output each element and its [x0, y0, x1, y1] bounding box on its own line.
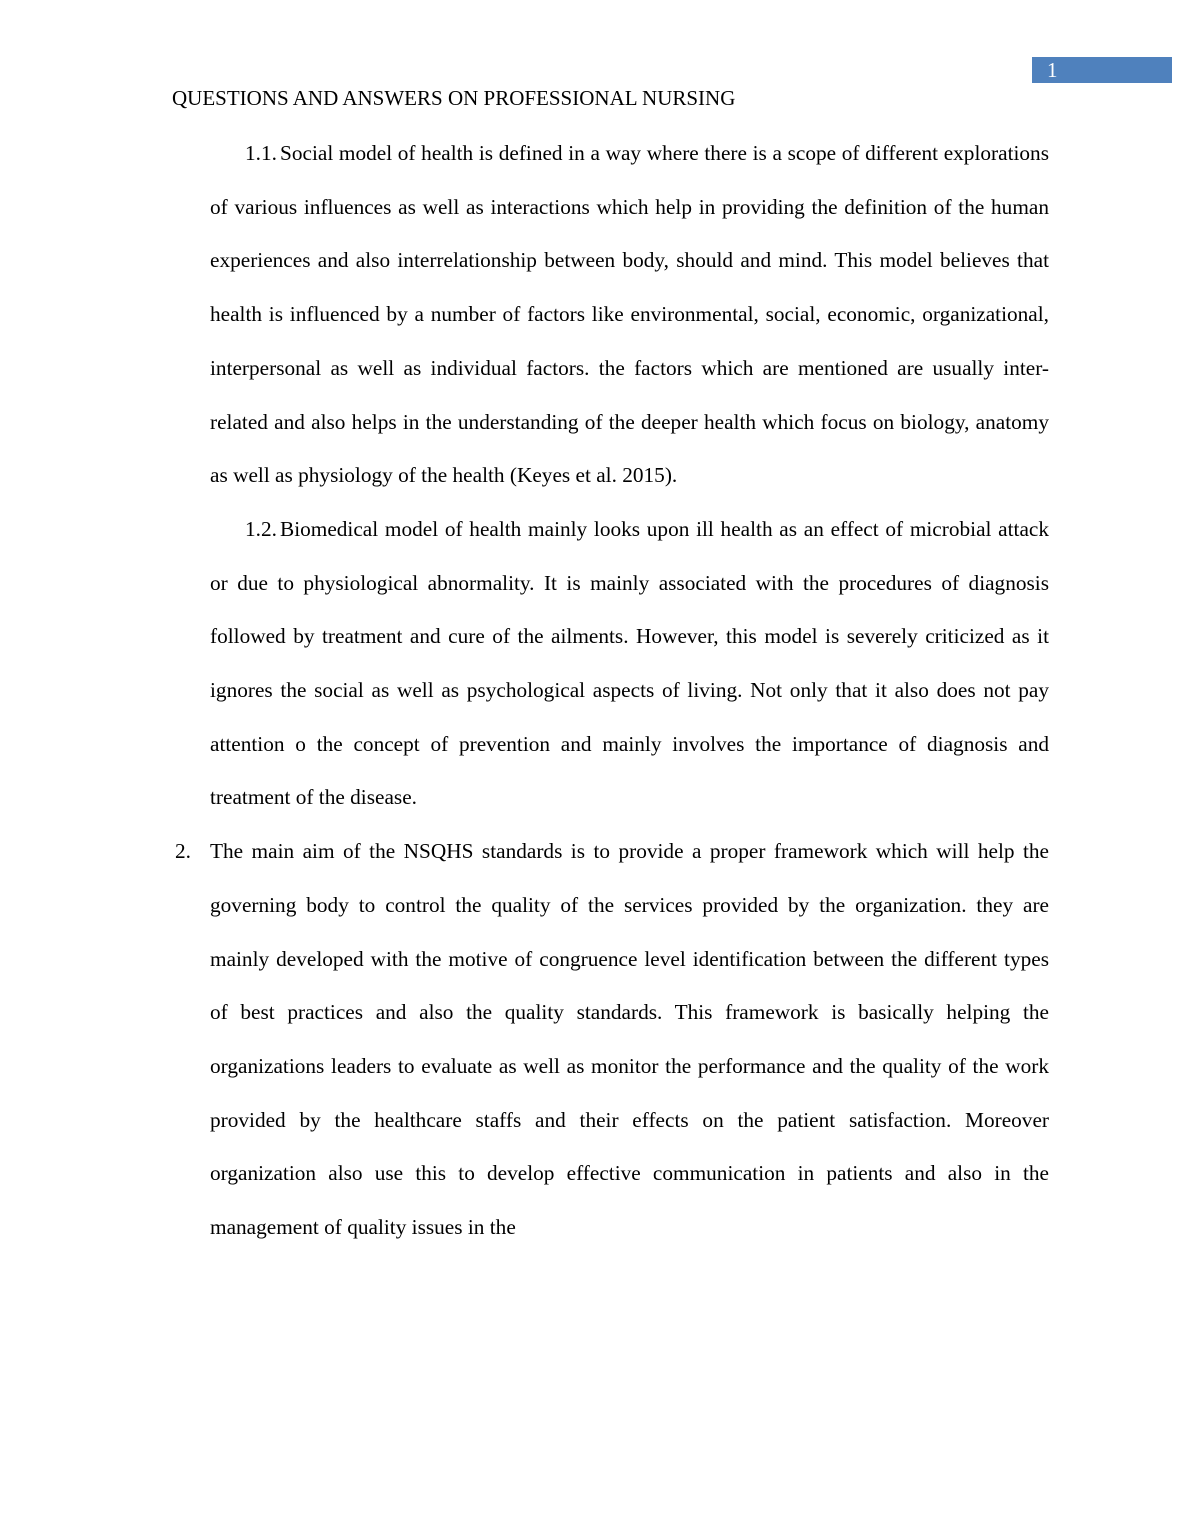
list-item-1-2	[175, 503, 1049, 825]
list-marker: 1.2.	[245, 516, 277, 541]
paragraph-text: Biomedical model of health mainly looks upon ill health as an effect of microbial attack or due to physiological abnormality. It is mainly associated with the procedures of diagnosis followed by treatment and cure of the ailments. However, this model is severely criticized as it ignores the social as well as psychological aspects of living. Not only that it also does not pay attention o the concept of prevention and mainly involves the importance of diagnosis and treatment of the disease.	[210, 516, 1049, 810]
document-title: QUESTIONS AND ANSWERS ON PROFESSIONAL NURSING	[172, 86, 736, 110]
list-item-2	[175, 825, 1049, 1255]
paragraph-text: The main aim of the NSQHS standards is to provide a proper framework which will help the governing body to control the quality of the services provided by the organization. they are mainly developed with the motive of congruence level identification between the different types of best practices and also the quality standards. This framework is basically helping the organizations leaders to evaluate as well as monitor the performance and the quality of the work provided by the healthcare staffs and their effects on the patient satisfaction. Moreover organization also use this to develop effective communication in patients and also in the management of quality issues in the	[210, 839, 1049, 1240]
paragraph-text: Social model of health is defined in a way where there is a scope of different explorations of various influences as well as interactions which help in providing the definition of the human experiences and also interrelationship between body, should and mind. This model believes that health is influenced by a number of factors like environmental, social, economic, organizational, interpersonal as well as individual factors. the factors which are mentioned are usually inter-related and also helps in the understanding of the deeper health which focus on biology, anatomy as well as physiology of the health (Keyes et al. 2015).	[210, 141, 1049, 488]
list-marker: 2.	[175, 839, 191, 864]
document-body	[175, 127, 1049, 1255]
page-number: 1	[1032, 57, 1172, 83]
list-item-1-1	[175, 127, 1049, 503]
list-marker: 1.1.	[245, 141, 277, 165]
